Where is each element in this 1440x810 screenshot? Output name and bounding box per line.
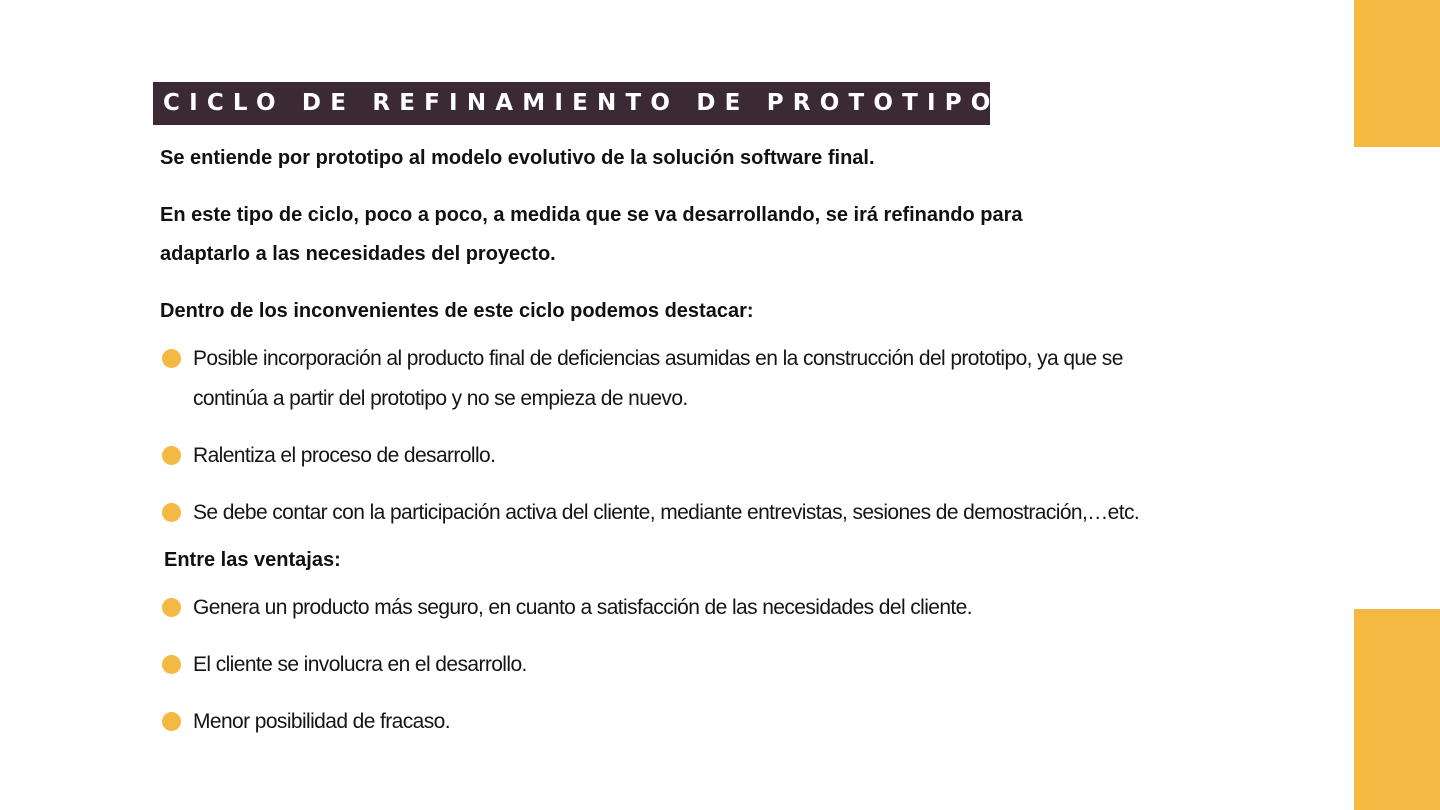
description-line-2: adaptarlo a las necesidades del proyecto. xyxy=(160,243,556,265)
drawback-text: Ralentiza el proceso de desarrollo. xyxy=(193,444,496,467)
drawback-text-line-2: continúa a partir del prototipo y no se empieza de nuevo. xyxy=(193,387,688,410)
advantage-text: El cliente se involucra en el desarrollo. xyxy=(193,653,527,676)
circle-bullet-icon xyxy=(162,655,181,674)
accent-bar-bottom xyxy=(1354,609,1440,810)
circle-bullet-icon xyxy=(162,712,181,731)
drawbacks-heading: Dentro de los inconvenientes de este ciclo podemos destacar: xyxy=(160,300,754,322)
circle-bullet-icon xyxy=(162,503,181,522)
circle-bullet-icon xyxy=(162,349,181,368)
advantage-text: Menor posibilidad de fracaso. xyxy=(193,710,450,733)
slide-title: CICLO DE REFINAMIENTO DE PROTOTIPOS xyxy=(163,90,1026,116)
accent-bar-top xyxy=(1354,0,1440,147)
advantage-text: Genera un producto más seguro, en cuanto a satisfacción de las necesidades del cliente. xyxy=(193,596,972,619)
drawback-text-line-1: Posible incorporación al producto final de deficiencias asumidas en la construcción del prototipo, ya que se xyxy=(193,347,1123,370)
description-line-1: En este tipo de ciclo, poco a poco, a medida que se va desarrollando, se irá refinando para xyxy=(160,204,1023,226)
intro-text: Se entiende por prototipo al modelo evolutivo de la solución software final. xyxy=(160,147,875,169)
advantages-heading: Entre las ventajas: xyxy=(164,549,341,571)
circle-bullet-icon xyxy=(162,598,181,617)
circle-bullet-icon xyxy=(162,446,181,465)
drawback-text: Se debe contar con la participación activa del cliente, mediante entrevistas, sesiones de demostración,…etc. xyxy=(193,501,1140,524)
